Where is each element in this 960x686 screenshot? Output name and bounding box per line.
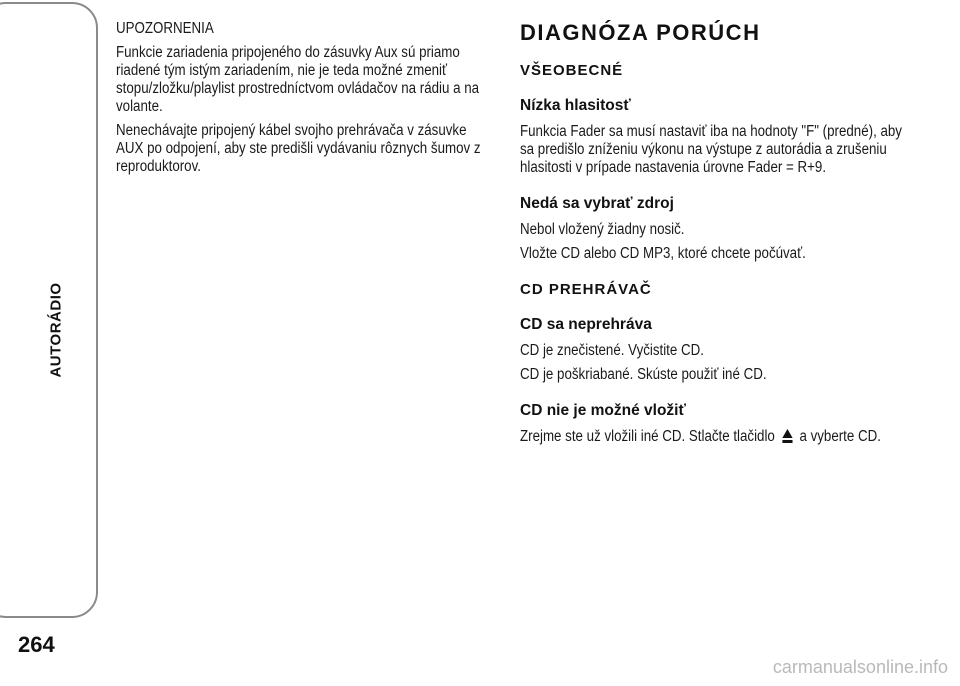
low-volume-text: Funkcia Fader sa musí nastaviť iba na hodnoty "F" (predné), aby sa predišlo zníženiu výkonu na výstupe z autorádia a zrušeniu hlasitosti v prípade nastavenia úrovne Fader = R+9. [520, 123, 902, 176]
cd-not-playing-text-2: CD je poškriabané. Skúste použiť iné CD. [520, 366, 767, 383]
left-column [116, 20, 494, 182]
no-source-text-1: Nebol vložený žiadny nosič. [520, 221, 685, 238]
aux-paragraph: Funkcie zariadenia pripojeného do zásuvky Aux sú priamo riadené tým istým zariadením, nie je teda možné zmeniť stopu/zložku/playlist prostredníctvom ovládačov na rádiu a na volante. [116, 44, 480, 115]
cd-not-playing-heading: CD sa neprehráva [520, 316, 652, 333]
no-source-heading: Nedá sa vybrať zdroj [520, 195, 674, 212]
eject-icon [782, 429, 792, 443]
right-column [520, 20, 910, 452]
cd-insert-text [520, 428, 909, 446]
no-source-text-2: Vložte CD alebo CD MP3, ktoré chcete počúvať. [520, 245, 806, 262]
cd-insert-text-before: Zrejme ste už vložili iné CD. Stlačte tlačidlo [520, 428, 775, 445]
cd-insert-text-after: a vyberte CD. [799, 428, 881, 445]
low-volume-heading: Nízka hlasitosť [520, 97, 631, 114]
aux-cable-paragraph: Nenechávajte pripojený kábel svojho prehrávača v zásuvke AUX po odpojení, aby ste predišli vydávaniu rôznych šumov z reproduktorov. [116, 122, 481, 175]
section-cd-player: CD PREHRÁVAČ [520, 281, 652, 298]
section-general: VŠEOBECNÉ [520, 62, 624, 79]
warnings-heading: UPOZORNENIA [116, 20, 214, 37]
cd-not-playing-text-1: CD je znečistené. Vyčistite CD. [520, 342, 704, 359]
watermark: carmanualsonline.info [772, 657, 948, 677]
page-number: 264 [18, 632, 55, 657]
page-title: DIAGNÓZA PORÚCH [520, 20, 761, 45]
section-label: AUTORÁDIO [47, 282, 65, 378]
cd-insert-heading: CD nie je možné vložiť [520, 402, 686, 419]
